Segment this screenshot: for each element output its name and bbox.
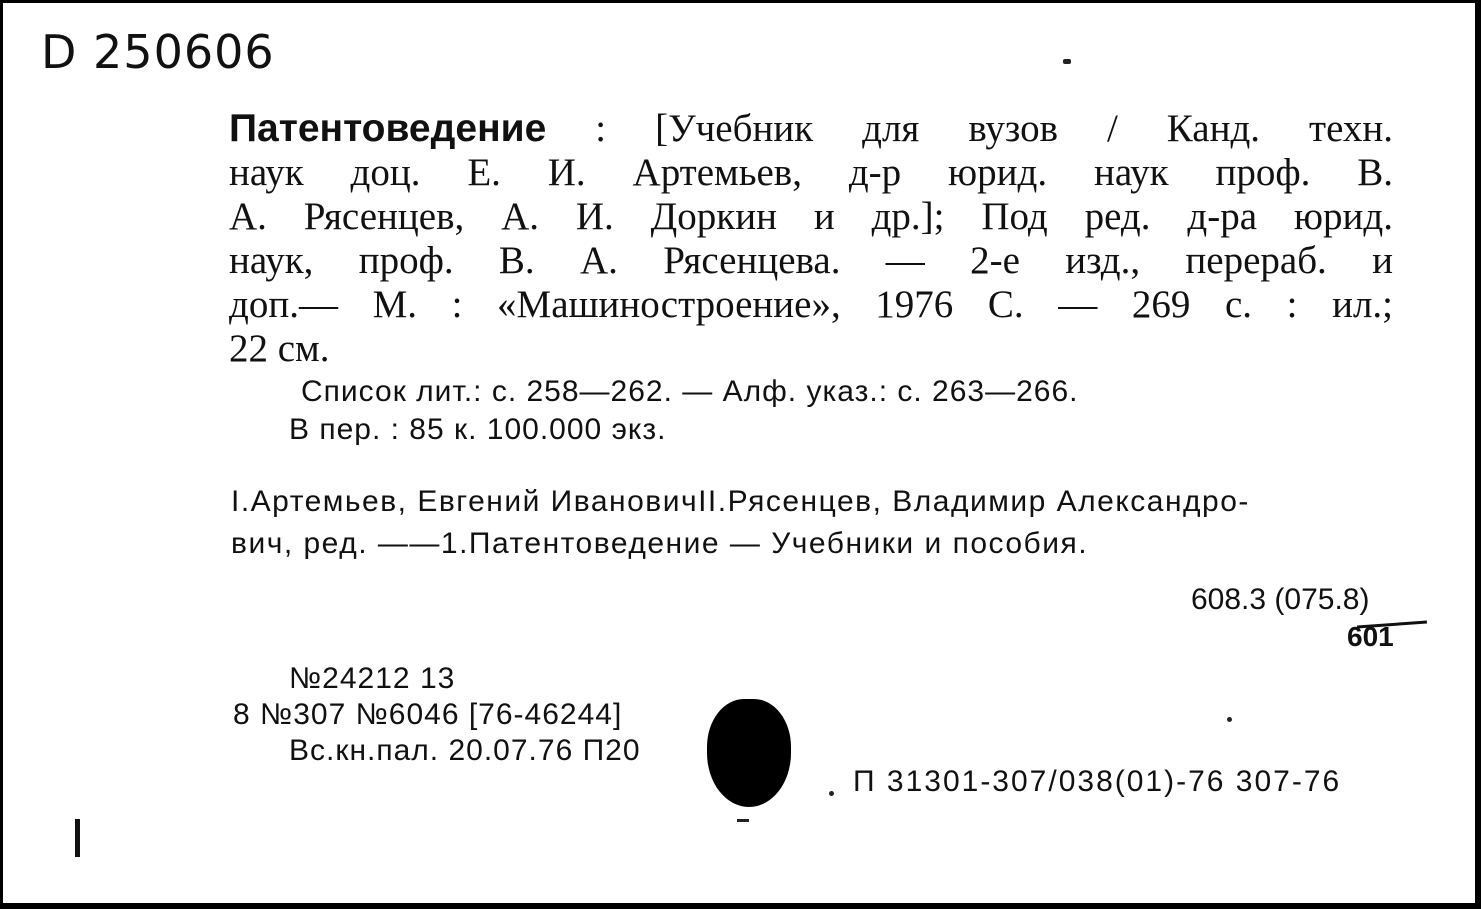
entry-line-3: А. Рясенцев, А. И. Доркин и др.]; Под ред. д-ра юрид. [229,195,1393,238]
tracings [231,481,1250,565]
tracings-line-1: I.Артемьев, Евгений ИвановичII.Рясенцев, Владимир Александро- [231,485,1250,518]
author-mark: 601 [1347,621,1394,652]
bibliographic-entry [229,107,1393,371]
classification-number: 608.3 (075.8) [1191,583,1370,616]
speck [829,791,834,796]
speck [737,819,749,822]
price-note: В пер. : 85 к. 100.000 экз. [289,413,667,446]
index-code: П 31301-307/038(01)-76 307-76 [853,765,1342,798]
margin-mark [75,819,80,857]
registration-row-2: 8 №307 №6046 [76-46244] [233,698,623,731]
card-number: Ⅾ 250606 [41,25,275,79]
literature-note: Список лит.: с. 258—262. — Алф. указ.: с. 263—266. [301,375,1079,408]
entry-line-6: 22 см. [229,327,330,370]
entry-line-1-rest: : [Учебник для вузов / Канд. техн. [546,107,1393,150]
entry-line-2: наук доц. Е. И. Артемьев, д-р юрид. наук проф. В. [229,151,1393,194]
entry-line-5: доп.— М. : «Машиностроение», 1976 С. — 269 с. : ил.; [229,283,1393,326]
entry-line-1 [229,107,1393,151]
entry-title: Патентоведение [229,107,547,150]
registration-row-3: Вс.кн.пал. 20.07.76 П20 [289,734,641,767]
speck [1227,717,1232,722]
catalog-card [3,3,1475,903]
entry-line-4: наук, проф. В. А. Рясенцева. — 2-е изд., перераб. и [229,239,1393,282]
ink-blot [707,699,791,807]
tracings-line-2: вич, ред. ——1.Патентоведение — Учебники и пособия. [231,527,1089,560]
speck [1063,59,1071,64]
registration-block [233,661,641,769]
registration-row-1: №24212 13 [289,662,456,695]
